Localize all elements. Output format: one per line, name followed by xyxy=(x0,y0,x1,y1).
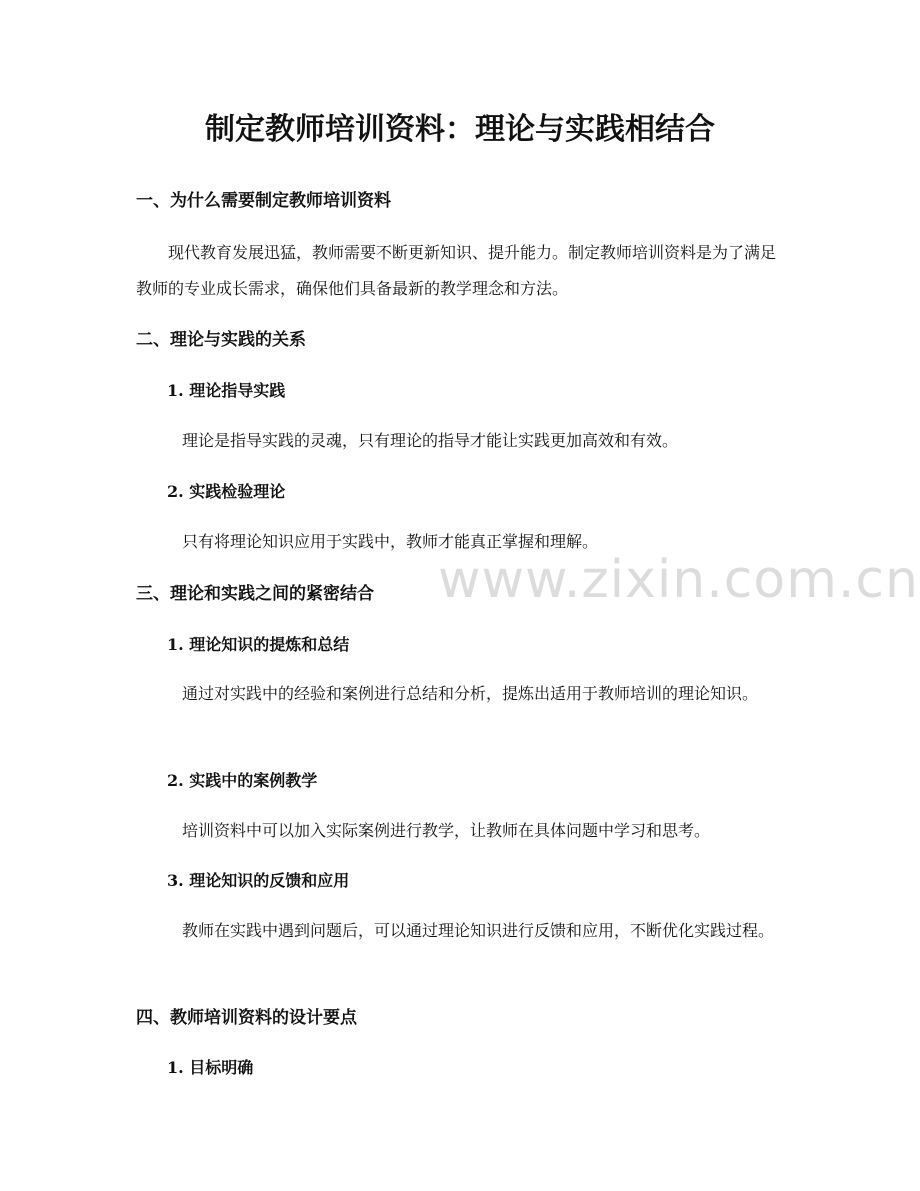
section-2-item-1-text: 理论是指导实践的灵魂，只有理论的指导才能让实践更加高效和有效。 xyxy=(182,431,679,450)
section-heading-4: 四、教师培训资料的设计要点 xyxy=(136,1008,357,1028)
section-3-item-3-text: 教师在实践中遇到问题后，可以通过理论知识进行反馈和应用，不断优化实践过程。 xyxy=(182,921,775,940)
section-3-item-3-label: 3. 理论知识的反馈和应用 xyxy=(167,871,350,890)
section-heading-1: 一、为什么需要制定教师培训资料 xyxy=(136,191,391,211)
watermark-text: www.zixin.com.cn xyxy=(438,550,919,610)
section-heading-2: 二、理论与实践的关系 xyxy=(136,330,306,350)
section-3-item-2-label: 2. 实践中的案例教学 xyxy=(167,771,318,790)
section-4-item-1-label: 1. 目标明确 xyxy=(167,1058,254,1077)
section-3-item-1-text: 通过对实践中的经验和案例进行总结和分析，提炼出适用于教师培训的理论知识。 xyxy=(182,684,759,703)
section-3-item-1-label: 1. 理论知识的提炼和总结 xyxy=(167,635,350,654)
section-3-item-2-text: 培训资料中可以加入实际案例进行教学，让教师在具体问题中学习和思考。 xyxy=(182,821,711,840)
document-title: 制定教师培训资料：理论与实践相结合 xyxy=(205,112,715,147)
section-2-item-2-text: 只有将理论知识应用于实践中，教师才能真正掌握和理解。 xyxy=(182,532,599,551)
section-2-item-1-label: 1. 理论指导实践 xyxy=(167,381,286,400)
section-1-paragraph: 现代教育发展迅猛，教师需要不断更新知识、提升能力。制定教师培训资料是为了满足教师的专业成长需求，确保他们具备最新的教学理念和方法。 xyxy=(136,243,777,298)
section-heading-3: 三、理论和实践之间的紧密结合 xyxy=(136,584,374,604)
section-2-item-2-label: 2. 实践检验理论 xyxy=(167,482,286,501)
